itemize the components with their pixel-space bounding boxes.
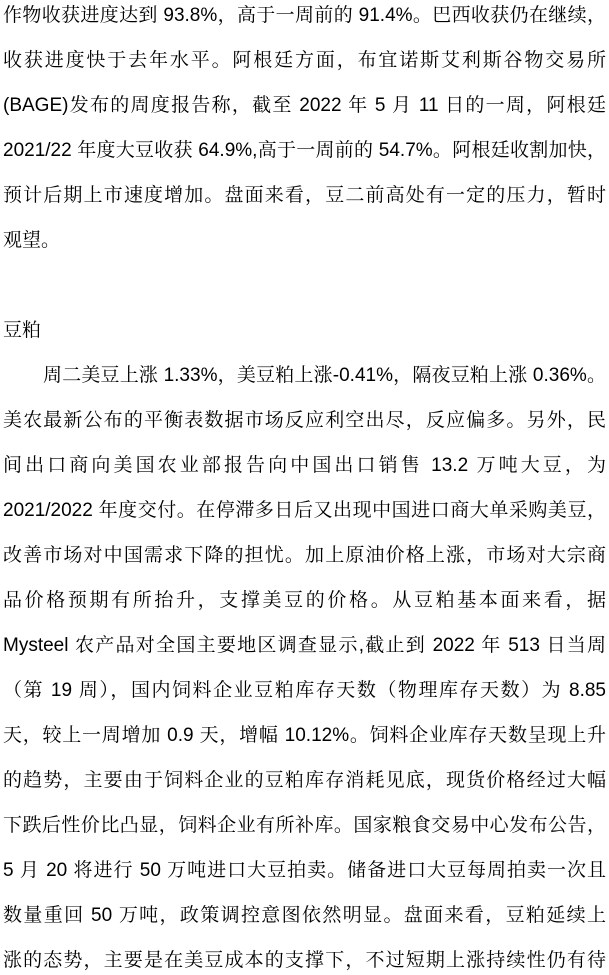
document-text-block	[3, 0, 606, 975]
body-text-line: 品价格预期有所抬升，支撑美豆的价格。从豆粕基本面来看，据	[3, 590, 606, 611]
body-text-line: (BAGE)发布的周度报告称，截至 2022 年 5 月 11 日的一周，阿根廷	[3, 95, 606, 116]
body-text-line: Mysteel 农产品对全国主要地区调查显示,截止到 2022 年 513 日当周	[3, 635, 606, 656]
paragraph-first-line-indented: 周二美豆上涨 1.33%，美豆粕上涨-0.41%，隔夜豆粕上涨 0.36%。	[43, 365, 606, 386]
body-text-line: 5 月 20 将进行 50 万吨进口大豆拍卖。储备进口大豆每周拍卖一次且	[3, 860, 606, 881]
body-text-line: 涨的态势，主要是在美豆成本的支撑下，不过短期上涨持续性仍有待	[3, 950, 606, 971]
body-text-line: 预计后期上市速度增加。盘面来看，豆二前高处有一定的压力，暂时	[3, 185, 606, 206]
body-text-line: 的趋势，主要由于饲料企业的豆粕库存消耗见底，现货价格经过大幅	[3, 770, 606, 791]
paragraph-last-line: 观望。	[3, 230, 61, 251]
body-text-line: 收获进度快于去年水平。阿根廷方面，布宜诺斯艾利斯谷物交易所	[3, 50, 606, 71]
body-text-line: 数量重回 50 万吨，政策调控意图依然明显。盘面来看，豆粕延续上	[3, 905, 606, 926]
body-text-line: 美农最新公布的平衡表数据市场反应利空出尽，反应偏多。另外，民	[3, 410, 606, 431]
body-text-line: 2021/22 年度大豆收获 64.9%,高于一周前的 54.7%。阿根廷收割加快，	[3, 140, 606, 161]
body-text-line: 间出口商向美国农业部报告向中国出口销售 13.2 万吨大豆，为	[3, 455, 606, 476]
body-text-line: 改善市场对中国需求下降的担忧。加上原油价格上涨，市场对大宗商	[3, 545, 606, 566]
body-text-line: 天，较上一周增加 0.9 天，增幅 10.12%。饲料企业库存天数呈现上升	[3, 725, 606, 746]
section-heading-doupo: 豆粕	[3, 320, 42, 341]
body-text-line: 作物收获进度达到 93.8%，高于一周前的 91.4%。巴西收获仍在继续，	[3, 5, 606, 26]
blank-line	[3, 263, 606, 308]
body-text-line: 2021/2022 年度交付。在停滞多日后又出现中国进口商大单采购美豆，	[3, 500, 606, 521]
body-text-line: 下跌后性价比凸显，饲料企业有所补库。国家粮食交易中心发布公告，	[3, 815, 606, 836]
body-text-line: （第 19 周），国内饲料企业豆粕库存天数（物理库存天数）为 8.85	[3, 680, 606, 701]
